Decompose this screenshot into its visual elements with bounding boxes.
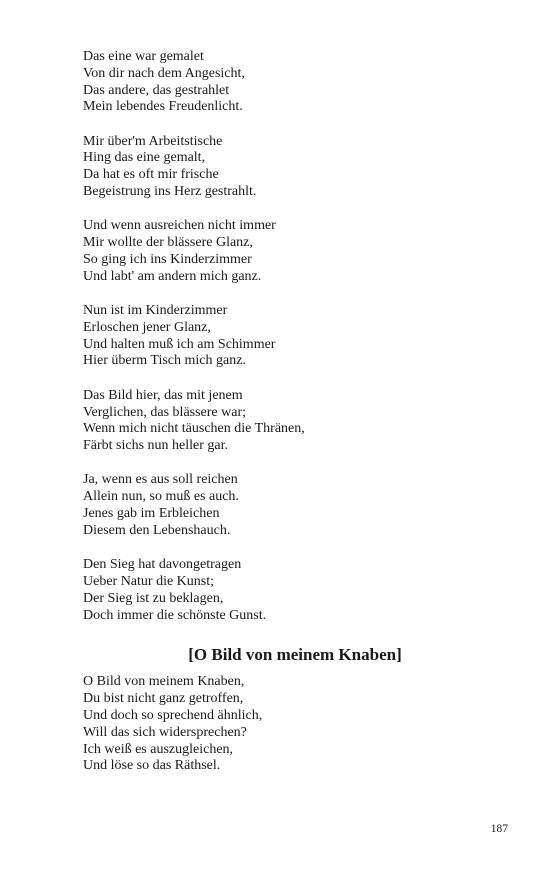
verse-line: Du bist nicht ganz getroffen, xyxy=(83,691,244,707)
verse-line: Hier überm Tisch mich ganz. xyxy=(83,353,246,369)
stanza-5 xyxy=(83,388,483,455)
verse-line: Und labt' am andern mich ganz. xyxy=(83,268,262,284)
verse-line: Ich weiß es auszugleichen, xyxy=(83,741,234,757)
stanza-4 xyxy=(83,303,483,370)
verse-line: Mir über'm Arbeitstische xyxy=(83,133,223,149)
verse-line: Das andere, das gestrahlet xyxy=(83,82,230,98)
page-content xyxy=(83,49,483,793)
stanza-1 xyxy=(83,49,483,116)
verse-line: Doch immer die schönste Gunst. xyxy=(83,607,267,623)
verse-line: Das eine war gemalet xyxy=(83,49,204,64)
verse-line: Diesem den Lebenshauch. xyxy=(83,522,231,538)
verse-line: Ueber Natur die Kunst; xyxy=(83,573,215,589)
verse-line: Will das sich widersprechen? xyxy=(83,724,247,740)
poem-heading: [O Bild von meinem Knaben] xyxy=(188,645,402,665)
verse-line: Und wenn ausreichen nicht immer xyxy=(83,218,276,234)
verse-line: So ging ich ins Kinderzimmer xyxy=(83,251,252,267)
verse-line: Verglichen, das blässere war; xyxy=(83,404,247,420)
verse-line: Das Bild hier, das mit jenem xyxy=(83,387,243,403)
verse-line: Erloschen jener Glanz, xyxy=(83,319,211,335)
verse-line: Wenn mich nicht täuschen die Thränen, xyxy=(83,421,305,437)
verse-line: Färbt sichs nun heller gar. xyxy=(83,438,229,454)
verse-line: Und halten muß ich am Schimmer xyxy=(83,336,276,352)
stanza-7 xyxy=(83,557,483,624)
verse-line: Ja, wenn es aus soll reichen xyxy=(83,472,238,488)
verse-line: Von dir nach dem Angesicht, xyxy=(83,65,245,81)
page-number: 187 xyxy=(490,823,508,835)
verse-line: Den Sieg hat davongetragen xyxy=(83,557,242,573)
verse-line: Hing das eine gemalt, xyxy=(83,150,206,166)
verse-line: Mir wollte der blässere Glanz, xyxy=(83,235,253,251)
verse-line: Mein lebendes Freudenlicht. xyxy=(83,99,243,115)
verse-line: Da hat es oft mir frische xyxy=(83,167,219,183)
verse-line: Und löse so das Räthsel. xyxy=(83,758,221,774)
verse-line: Der Sieg ist zu beklagen, xyxy=(83,590,224,606)
stanza-2 xyxy=(83,134,483,201)
verse-line: Allein nun, so muß es auch. xyxy=(83,489,239,505)
verse-line: Begeistrung ins Herz gestrahlt. xyxy=(83,184,257,200)
stanza-6 xyxy=(83,472,483,539)
verse-line: Jenes gab im Erbleichen xyxy=(83,506,220,522)
poem-2-stanza xyxy=(83,674,483,775)
stanza-3 xyxy=(83,218,483,285)
verse-line: Und doch so sprechend ähnlich, xyxy=(83,707,263,723)
verse-line: O Bild von meinem Knaben, xyxy=(83,674,245,690)
verse-line: Nun ist im Kinderzimmer xyxy=(83,303,228,319)
